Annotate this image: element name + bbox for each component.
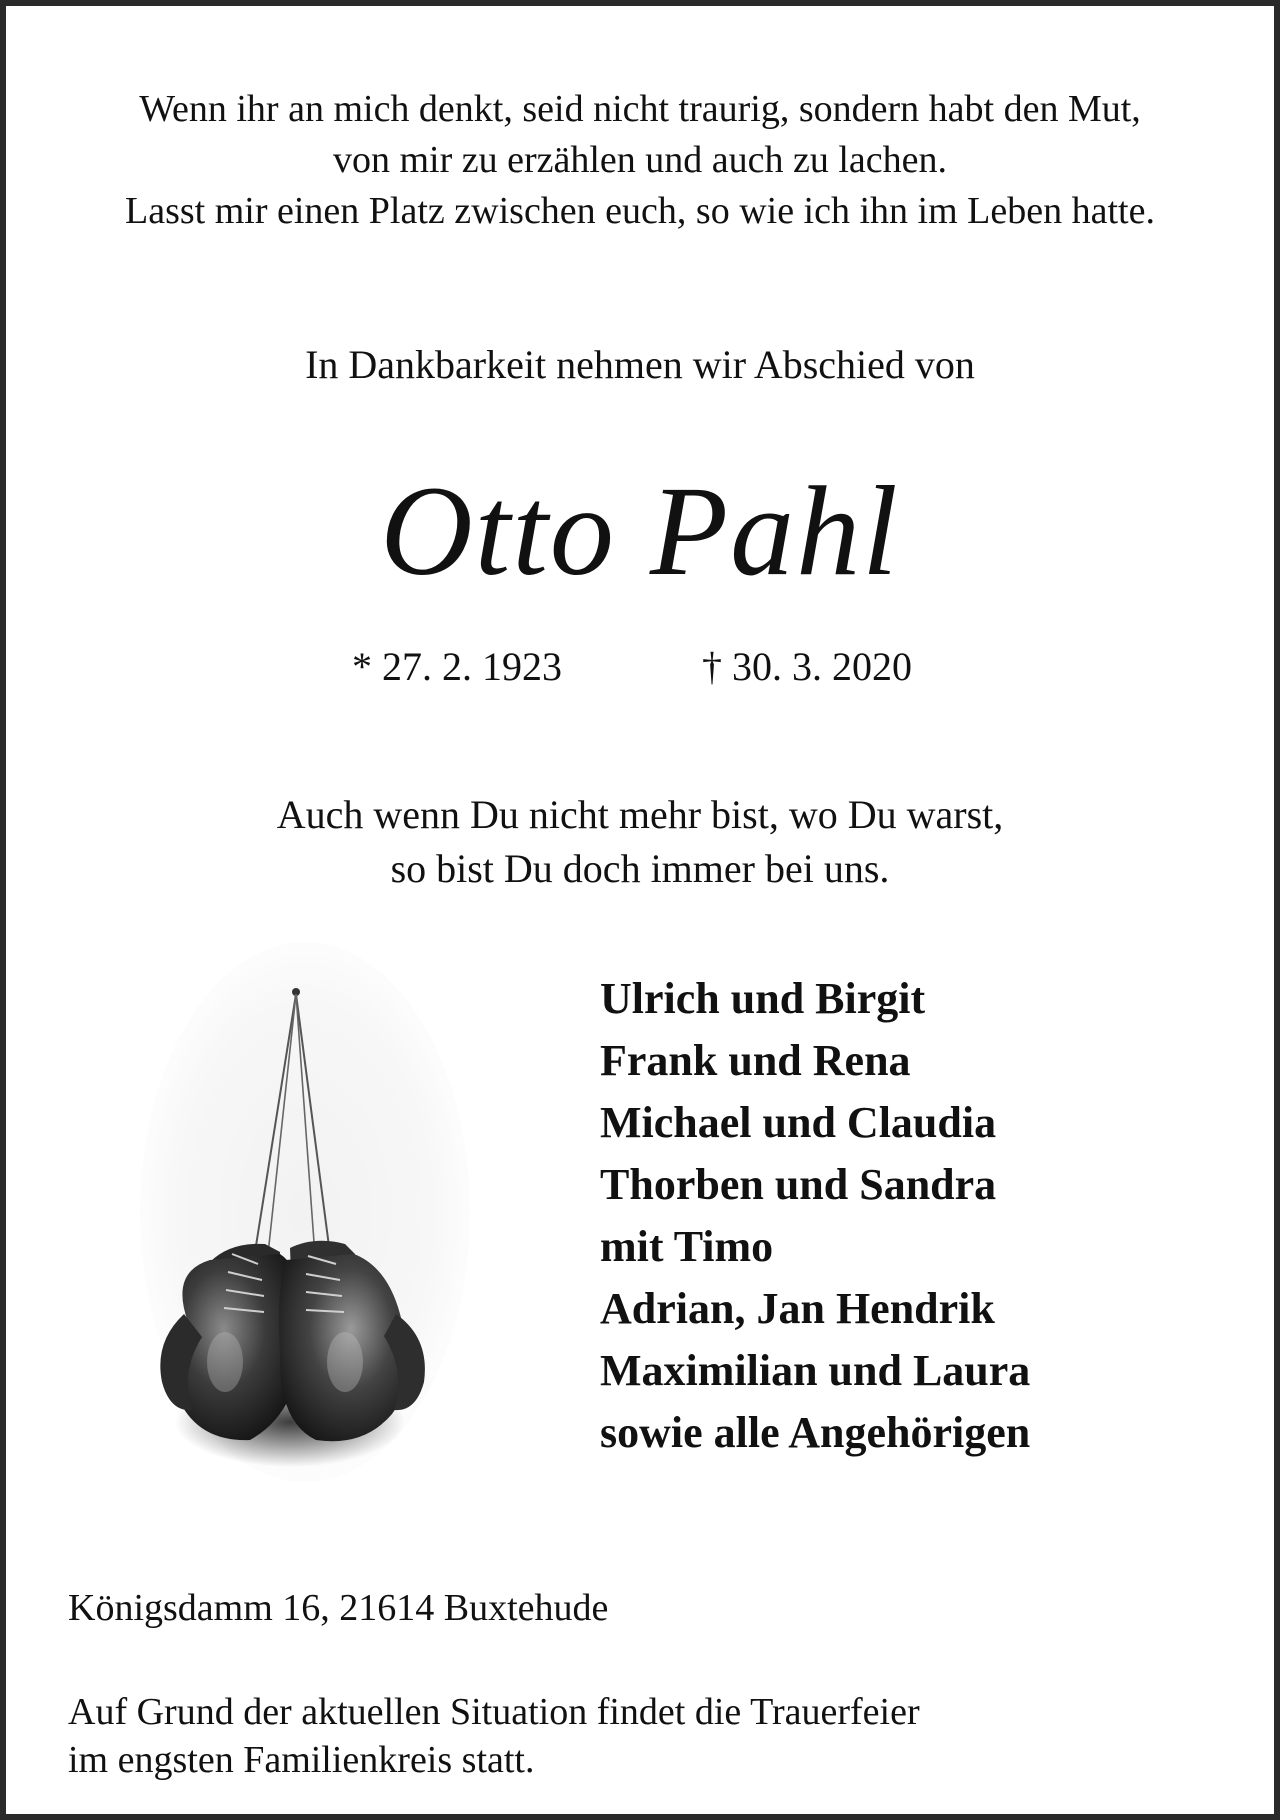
quote-line: Auch wenn Du nicht mehr bist, wo Du warst, — [276, 792, 1004, 837]
motto-line: Lasst mir einen Platz zwischen euch, so wie ich ihn im Leben hatte. — [125, 190, 1155, 232]
motto-line: Wenn ihr an mich denkt, seid nicht traurig, sondern habt den Mut, — [139, 88, 1141, 130]
family-address: Königsdamm 16, 21614 Buxtehude — [68, 1587, 609, 1629]
death-date: † 30. 3. 2020 — [702, 644, 912, 689]
motto-poem — [46, 84, 1234, 237]
mourners-list — [600, 968, 1030, 1464]
deceased-name: Otto Pahl — [380, 460, 900, 602]
mourner-line: Maximilian und Laura — [600, 1346, 1031, 1395]
memorial-quote — [46, 788, 1234, 896]
mourner-line: Frank und Rena — [600, 1036, 911, 1085]
note-line: im engsten Familienkreis statt. — [68, 1739, 535, 1781]
motto-line: von mir zu erzählen und auch zu lachen. — [332, 139, 948, 181]
farewell-intro: In Dankbarkeit nehmen wir Abschied von — [305, 342, 975, 387]
mourner-line: Michael und Claudia — [600, 1098, 997, 1147]
mourner-line: sowie alle Angehörigen — [600, 1408, 1031, 1457]
mourner-line: mit Timo — [600, 1222, 774, 1271]
life-dates — [352, 642, 912, 692]
mourner-line: Ulrich und Birgit — [600, 974, 926, 1023]
boxing-gloves-icon — [140, 942, 470, 1494]
note-line: Auf Grund der aktuellen Situation findet die Trauerfeier — [68, 1691, 920, 1733]
mourner-line: Thorben und Sandra — [600, 1160, 997, 1209]
funeral-note — [68, 1688, 920, 1784]
quote-line: so bist Du doch immer bei uns. — [390, 846, 890, 891]
birth-date: * 27. 2. 1923 — [352, 644, 562, 689]
mourner-line: Adrian, Jan Hendrik — [600, 1284, 995, 1333]
